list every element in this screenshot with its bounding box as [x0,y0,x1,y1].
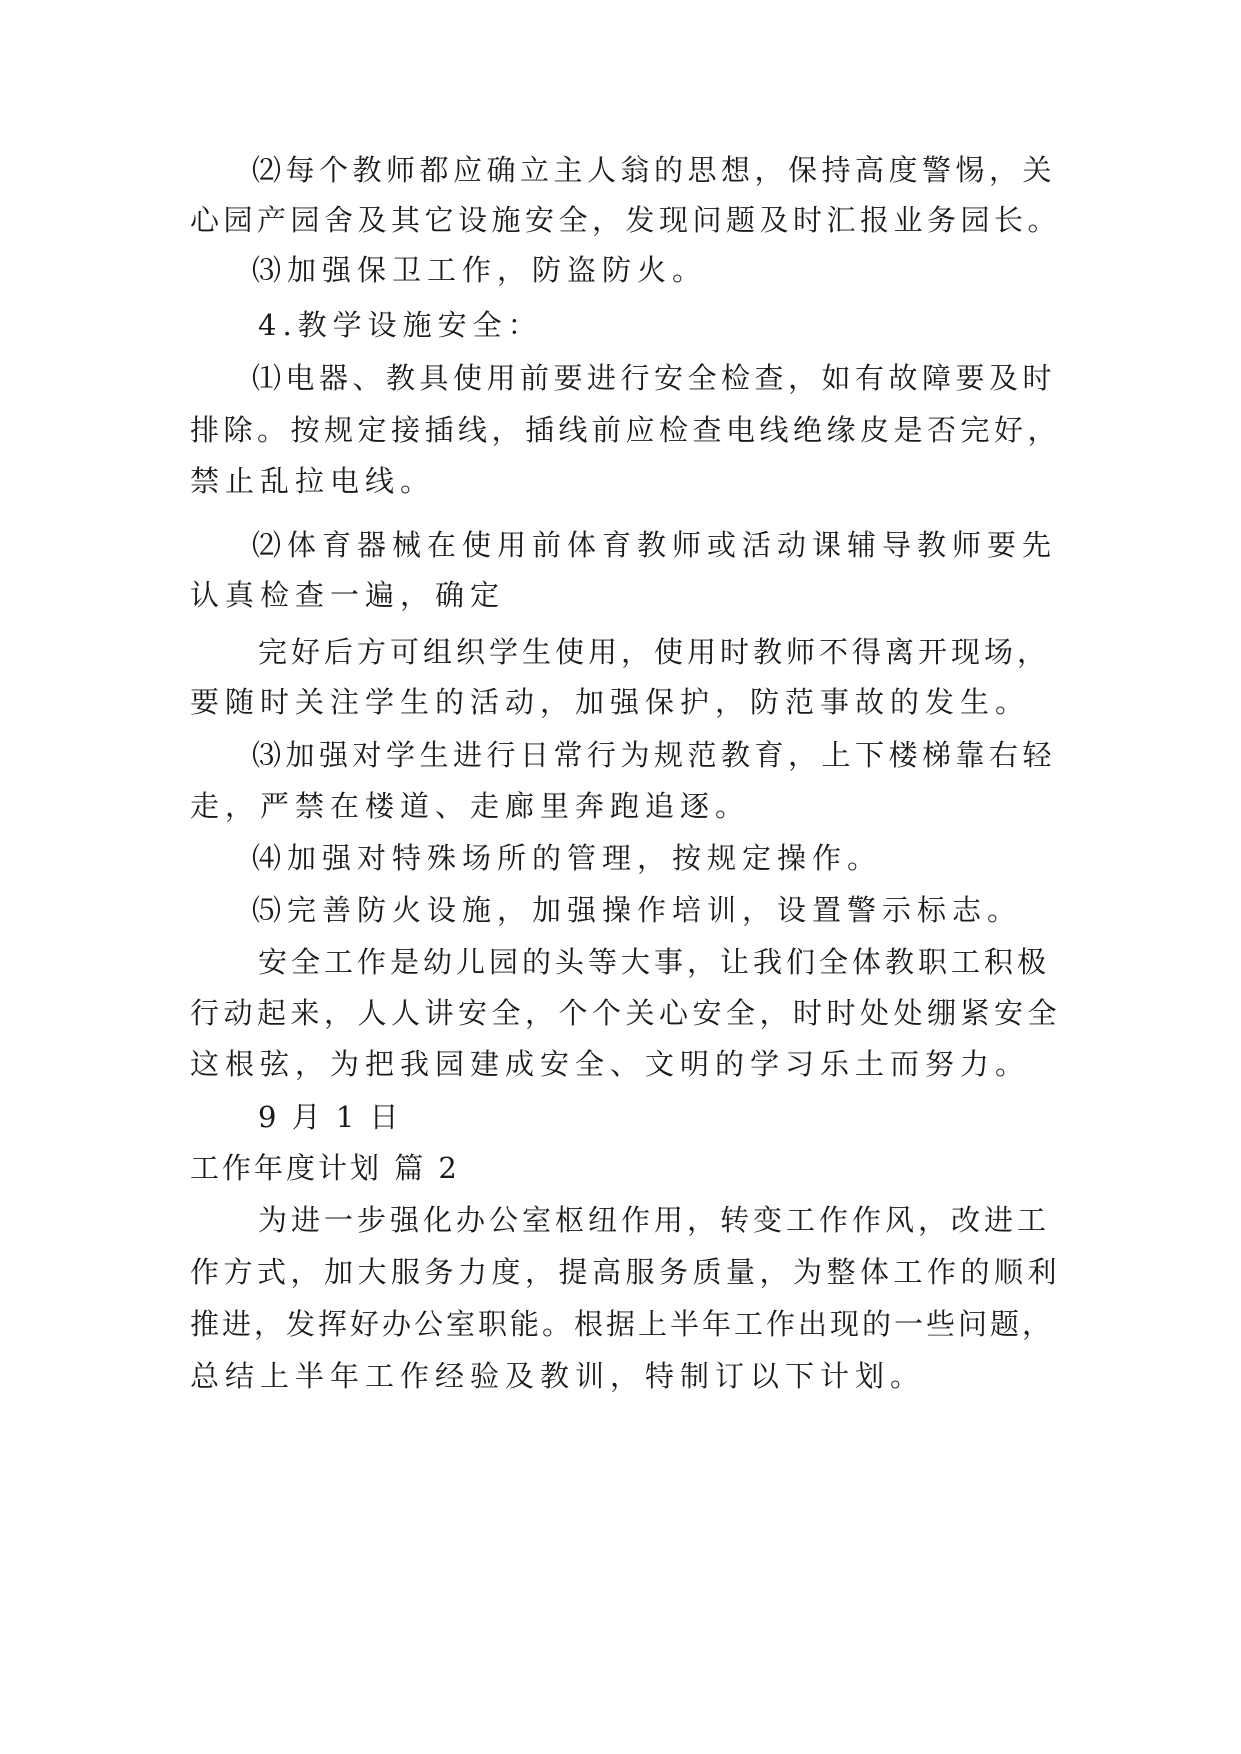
paragraph-line: ⑶加强保卫工作，防盗防火。 [252,253,708,287]
paragraph-line: 要随时关注学生的活动，加强保护，防范事故的发生。 [190,685,1031,719]
paragraph-line: 作方式，加大服务力度，提高服务质量，为整体工作的顺利 [190,1255,1062,1289]
paragraph-line: 认真检查一遍，确定 [190,578,506,612]
paragraph-line: ⑵体育器械在使用前体育教师或活动课辅导教师要先 [252,528,1058,562]
paragraph-line: 完好后方可组织学生使用，使用时教师不得离开现场， [258,635,1051,669]
paragraph-line: 总结上半年工作经验及教训，特制订以下计划。 [190,1359,926,1393]
section-title: 工作年度计划 篇 2 [190,1151,460,1185]
paragraph-line: 行动起来，人人讲安全，个个关心安全，时时处处绷紧安全 [190,996,1062,1030]
paragraph-line: 推进，发挥好办公室职能。根据上半年工作出现的一些问题， [190,1307,1055,1341]
paragraph-line: 这根弦，为把我园建成安全、文明的学习乐土而努力。 [190,1047,1031,1081]
section-heading: 4.教学设施安全： [258,308,543,342]
paragraph-line: 心园产园舍及其它设施安全，发现问题及时汇报业务园长。 [190,203,1062,237]
paragraph-line: ⑴电器、教具使用前要进行安全检查，如有故障要及时 [252,361,1057,395]
paragraph-line: ⑷加强对特殊场所的管理，按规定操作。 [252,841,883,875]
paragraph-line: ⑵每个教师都应确立主人翁的思想，保持高度警惕，关 [252,153,1057,187]
paragraph-line: 为进一步强化办公室枢纽作用，转变工作作风，改进工 [258,1203,1051,1237]
date-line: 9 月 1 日 [258,1100,402,1134]
paragraph-line: 排除。按规定接插线，插线前应检查电线绝缘皮是否完好， [190,413,1062,447]
paragraph-line: ⑶加强对学生进行日常行为规范教育，上下楼梯靠右轻 [252,738,1057,772]
paragraph-line: 安全工作是幼儿园的头等大事，让我们全体教职工积极 [258,945,1051,979]
paragraph-line: 走，严禁在楼道、走廊里奔跑追逐。 [190,789,751,823]
paragraph-line: 禁止乱拉电线。 [190,464,436,498]
paragraph-line: ⑸完善防火设施，加强操作培训，设置警示标志。 [252,893,1023,927]
